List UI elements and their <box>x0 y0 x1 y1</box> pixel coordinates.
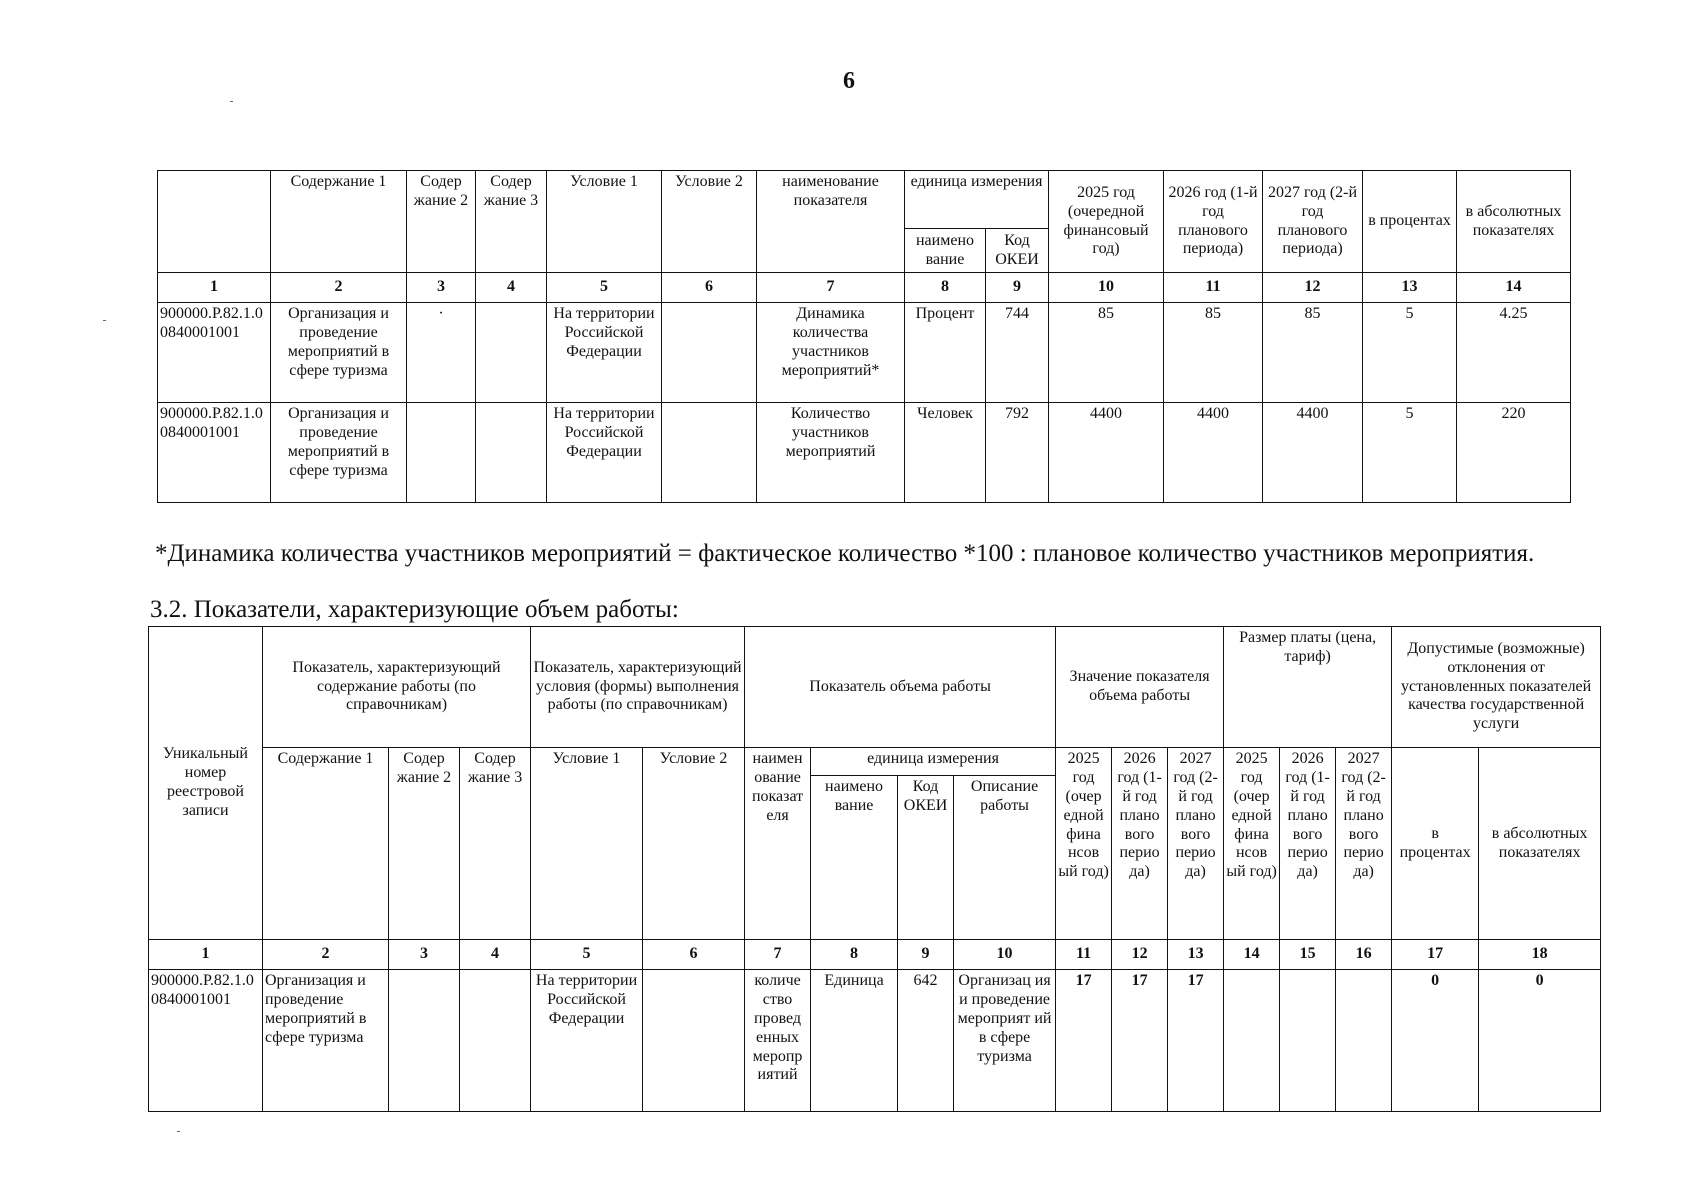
col-num: 1 <box>158 273 271 303</box>
scan-speck <box>103 320 106 321</box>
header-condition-2: Условие 2 <box>662 171 757 273</box>
footnote: *Динамика количества участников мероприятий = фактическое количество *100 : плановое количество участников мероприятия. <box>155 540 1535 567</box>
col-num: 12 <box>1112 940 1168 970</box>
fee-2025-cell <box>1224 970 1280 1112</box>
header-condition-group: Показатель, характеризующий условия (формы) выполнения работы (по справочникам) <box>531 627 745 748</box>
value-2027-cell: 4400 <box>1263 403 1363 503</box>
section-title: 3.2. Показатели, характеризующие объем работы: <box>150 596 679 623</box>
col-num: 3 <box>389 940 460 970</box>
content-3-cell <box>460 970 531 1112</box>
col-num: 9 <box>898 940 954 970</box>
header-year-2026-fee: 2026 год (1-й год плано вого перио да) <box>1280 748 1336 940</box>
header-content-1: Содержание 1 <box>263 748 389 940</box>
content-3-cell <box>476 303 547 403</box>
value-2026-cell: 4400 <box>1164 403 1263 503</box>
scan-speck <box>230 101 233 102</box>
header-percent: в процентах <box>1363 171 1457 273</box>
header-content-1: Содержание 1 <box>271 171 407 273</box>
header-year-2026: 2026 год (1-й год планового периода) <box>1164 171 1263 273</box>
header-year-2025-value: 2025 год (очер едной фина нсов ый год) <box>1056 748 1112 940</box>
value-2025-cell: 4400 <box>1049 403 1164 503</box>
content-1-cell: Организация и проведение мероприятий в сфере туризма <box>271 303 407 403</box>
col-num: 7 <box>757 273 905 303</box>
condition-2-cell <box>662 303 757 403</box>
content-3-cell <box>476 403 547 503</box>
col-num: 5 <box>547 273 662 303</box>
col-num: 18 <box>1479 940 1601 970</box>
indicator-cell: количе ство провед енных меропр иятий <box>745 970 811 1112</box>
value-2025-cell: 85 <box>1049 303 1164 403</box>
col-num: 17 <box>1392 940 1479 970</box>
header-indicator-name: наимен ование показат еля <box>745 748 811 940</box>
content-1-cell: Организация и проведение мероприятий в сфере туризма <box>263 970 389 1112</box>
condition-2-cell <box>662 403 757 503</box>
header-condition-2: Условие 2 <box>643 748 745 940</box>
content-2-cell <box>389 970 460 1112</box>
col-num: 11 <box>1056 940 1112 970</box>
value-2027-cell: 85 <box>1263 303 1363 403</box>
header-indicator-name: наименование показателя <box>757 171 905 273</box>
absolute-cell: 0 <box>1479 970 1601 1112</box>
work-description-cell: Организац ия и проведение мероприят ий в сфере туризма <box>954 970 1056 1112</box>
header-unit-code: Код ОКЕИ <box>898 776 954 940</box>
unit-name-cell: Единица <box>811 970 898 1112</box>
header-unit: единица измерения <box>905 171 1049 229</box>
condition-2-cell <box>643 970 745 1112</box>
absolute-cell: 220 <box>1457 403 1571 503</box>
header-absolute: в абсолютных показателях <box>1457 171 1571 273</box>
page-number: 6 <box>843 68 855 94</box>
col-num: 10 <box>954 940 1056 970</box>
header-fee-group: Размер платы (цена, тариф) <box>1224 627 1392 748</box>
col-num: 2 <box>263 940 389 970</box>
unit-code-cell: 744 <box>986 303 1049 403</box>
col-num: 11 <box>1164 273 1263 303</box>
unit-code-cell: 792 <box>986 403 1049 503</box>
table-row <box>158 303 1571 403</box>
header-content-2: Содер жание 2 <box>389 748 460 940</box>
fee-2027-cell <box>1336 970 1392 1112</box>
col-num: 8 <box>905 273 986 303</box>
header-condition-1: Условие 1 <box>531 748 643 940</box>
column-number-row <box>158 273 1571 303</box>
col-num: 2 <box>271 273 407 303</box>
quality-indicators-table <box>157 170 1571 503</box>
value-2027-cell: 17 <box>1168 970 1224 1112</box>
col-num: 14 <box>1457 273 1571 303</box>
absolute-cell: 4.25 <box>1457 303 1571 403</box>
header-absolute: в абсолютных показателях <box>1479 748 1601 940</box>
condition-1-cell: На территории Российской Федерации <box>547 303 662 403</box>
header-blank <box>158 171 271 273</box>
header-condition-1: Условие 1 <box>547 171 662 273</box>
condition-1-cell: На территории Российской Федерации <box>547 403 662 503</box>
header-value-group: Значение показателя объема работы <box>1056 627 1224 748</box>
header-content-3: Содер жание 3 <box>460 748 531 940</box>
header-content-group: Показатель, характеризующий содержание работы (по справочникам) <box>263 627 531 748</box>
header-year-2025: 2025 год (очередной финансовый год) <box>1049 171 1164 273</box>
header-year-2025-fee: 2025 год (очер едной фина нсов ый год) <box>1224 748 1280 940</box>
content-1-cell: Организация и проведение мероприятий в сфере туризма <box>271 403 407 503</box>
registry-number: 900000.Р.82.1.00840001001 <box>158 403 271 503</box>
col-num: 15 <box>1280 940 1336 970</box>
registry-number: 900000.Р.82.1.00840001001 <box>158 303 271 403</box>
indicator-cell: Количество участников мероприятий <box>757 403 905 503</box>
header-volume-group: Показатель объема работы <box>745 627 1056 748</box>
col-num: 4 <box>476 273 547 303</box>
header-work-description: Описание работы <box>954 776 1056 940</box>
unit-name-cell: Человек <box>905 403 986 503</box>
table-row <box>149 970 1601 1112</box>
header-unit: единица измерения <box>811 748 1056 776</box>
col-num: 6 <box>643 940 745 970</box>
header-unit-name: наимено вание <box>905 229 986 273</box>
header-year-2026-value: 2026 год (1-й год плано вого перио да) <box>1112 748 1168 940</box>
value-2025-cell: 17 <box>1056 970 1112 1112</box>
scan-speck <box>177 1131 180 1132</box>
condition-1-cell: На территории Российской Федерации <box>531 970 643 1112</box>
header-percent: в процентах <box>1392 748 1479 940</box>
header-unit-name: наимено вание <box>811 776 898 940</box>
work-volume-table <box>148 626 1601 1112</box>
fee-2026-cell <box>1280 970 1336 1112</box>
col-num: 9 <box>986 273 1049 303</box>
col-num: 3 <box>407 273 476 303</box>
col-num: 4 <box>460 940 531 970</box>
unit-name-cell: Процент <box>905 303 986 403</box>
header-deviation-group: Допустимые (возможные) отклонения от установленных показателей качества государственной услуги <box>1392 627 1601 748</box>
unit-code-cell: 642 <box>898 970 954 1112</box>
col-num: 7 <box>745 940 811 970</box>
header-content-3: Содер жание 3 <box>476 171 547 273</box>
col-num: 5 <box>531 940 643 970</box>
header-registry: Уникальный номер реестровой записи <box>149 627 263 940</box>
col-num: 1 <box>149 940 263 970</box>
col-num: 12 <box>1263 273 1363 303</box>
percent-cell: 5 <box>1363 303 1457 403</box>
table-row <box>158 403 1571 503</box>
header-year-2027-fee: 2027 год (2-й год плано вого перио да) <box>1336 748 1392 940</box>
column-number-row <box>149 940 1601 970</box>
col-num: 13 <box>1363 273 1457 303</box>
percent-cell: 5 <box>1363 403 1457 503</box>
value-2026-cell: 85 <box>1164 303 1263 403</box>
percent-cell: 0 <box>1392 970 1479 1112</box>
content-2-cell <box>407 403 476 503</box>
indicator-cell: Динамика количества участников мероприятий* <box>757 303 905 403</box>
header-year-2027-value: 2027 год (2-й год плано вого перио да) <box>1168 748 1224 940</box>
value-2026-cell: 17 <box>1112 970 1168 1112</box>
registry-number: 900000.Р.82.1.00840001001 <box>149 970 263 1112</box>
header-unit-code: Код ОКЕИ <box>986 229 1049 273</box>
col-num: 6 <box>662 273 757 303</box>
header-year-2027: 2027 год (2-й год планового периода) <box>1263 171 1363 273</box>
content-2-cell: · <box>407 303 476 403</box>
col-num: 16 <box>1336 940 1392 970</box>
col-num: 8 <box>811 940 898 970</box>
col-num: 13 <box>1168 940 1224 970</box>
header-content-2: Содер жание 2 <box>407 171 476 273</box>
col-num: 14 <box>1224 940 1280 970</box>
col-num: 10 <box>1049 273 1164 303</box>
